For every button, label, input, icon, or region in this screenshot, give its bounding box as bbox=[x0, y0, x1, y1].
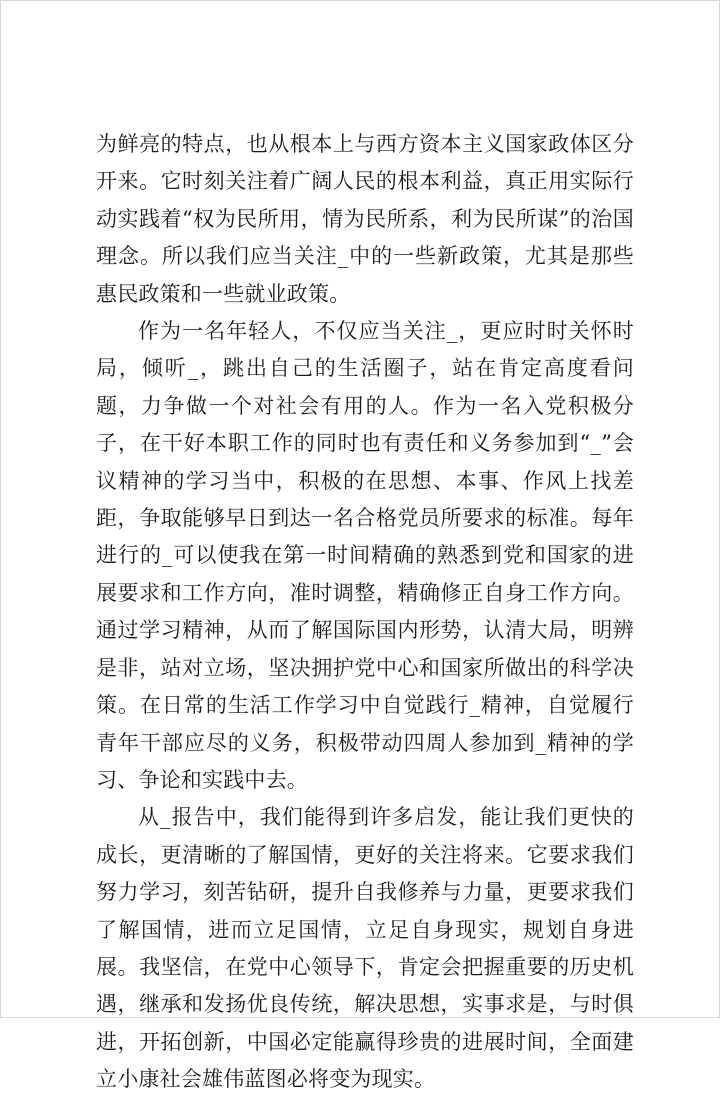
paragraph-young-person-duty: 作为一名年轻人，不仅应当关注_，更应时时关怀时局，倾听_，跳出自己的生活圈子，站在肯定高度看问题，力争做一个对社会有用的人。作为一名入党积极分子，在干好本职工作的同时也有责任和义务参加到“_”会议精神的学习当中，积极的在思想、本事、作风上找差距，争取能够早日到达一名合格党员所要求的标准。每年进行的_可以使我在第一时间精确的熟悉到党和国家的进展要求和工作方向，准时调整，精确修正自身工作方向。通过学习精神，从而了解国际国内形势，认清大局，明辨是非，站对立场，坚决拥护党中心和国家所做出的科学决策。在日常的生活工作学习中自觉践行_精神，自觉履行青年干部应尽的义务，积极带动四周人参加到_精神的学习、争论和实践中去。 bbox=[96, 319, 634, 792]
document-body bbox=[96, 126, 634, 1099]
paragraph-continued: 为鲜亮的特点，也从根本上与西方资本主义国家政体区分开来。它时刻关注着广阔人民的根本利益，真正用实际行动实践着“权为民所用，情为民所系，利为民所谋”的治国理念。所以我们应当关注_中的一些新政策，尤其是那些惠民政策和一些就业政策。 bbox=[96, 132, 634, 306]
paragraph-report-inspiration: 从_报告中，我们能得到许多启发，能让我们更快的成长，更清晰的了解国情，更好的关注将来。它要求我们努力学习，刻苦钻研，提升自我修养与力量，更要求我们了解国情，进而立足国情，立足自身现实，规划自身进展。我坚信，在党中心领导下，肯定会把握重要的历史机遇，继承和发扬优良传统，解决思想，实事求是，与时俱进，开拓创新，中国必定能赢得珍贵的进展时间，全面建立小康社会雄伟蓝图必将变为现实。 bbox=[96, 805, 634, 1092]
